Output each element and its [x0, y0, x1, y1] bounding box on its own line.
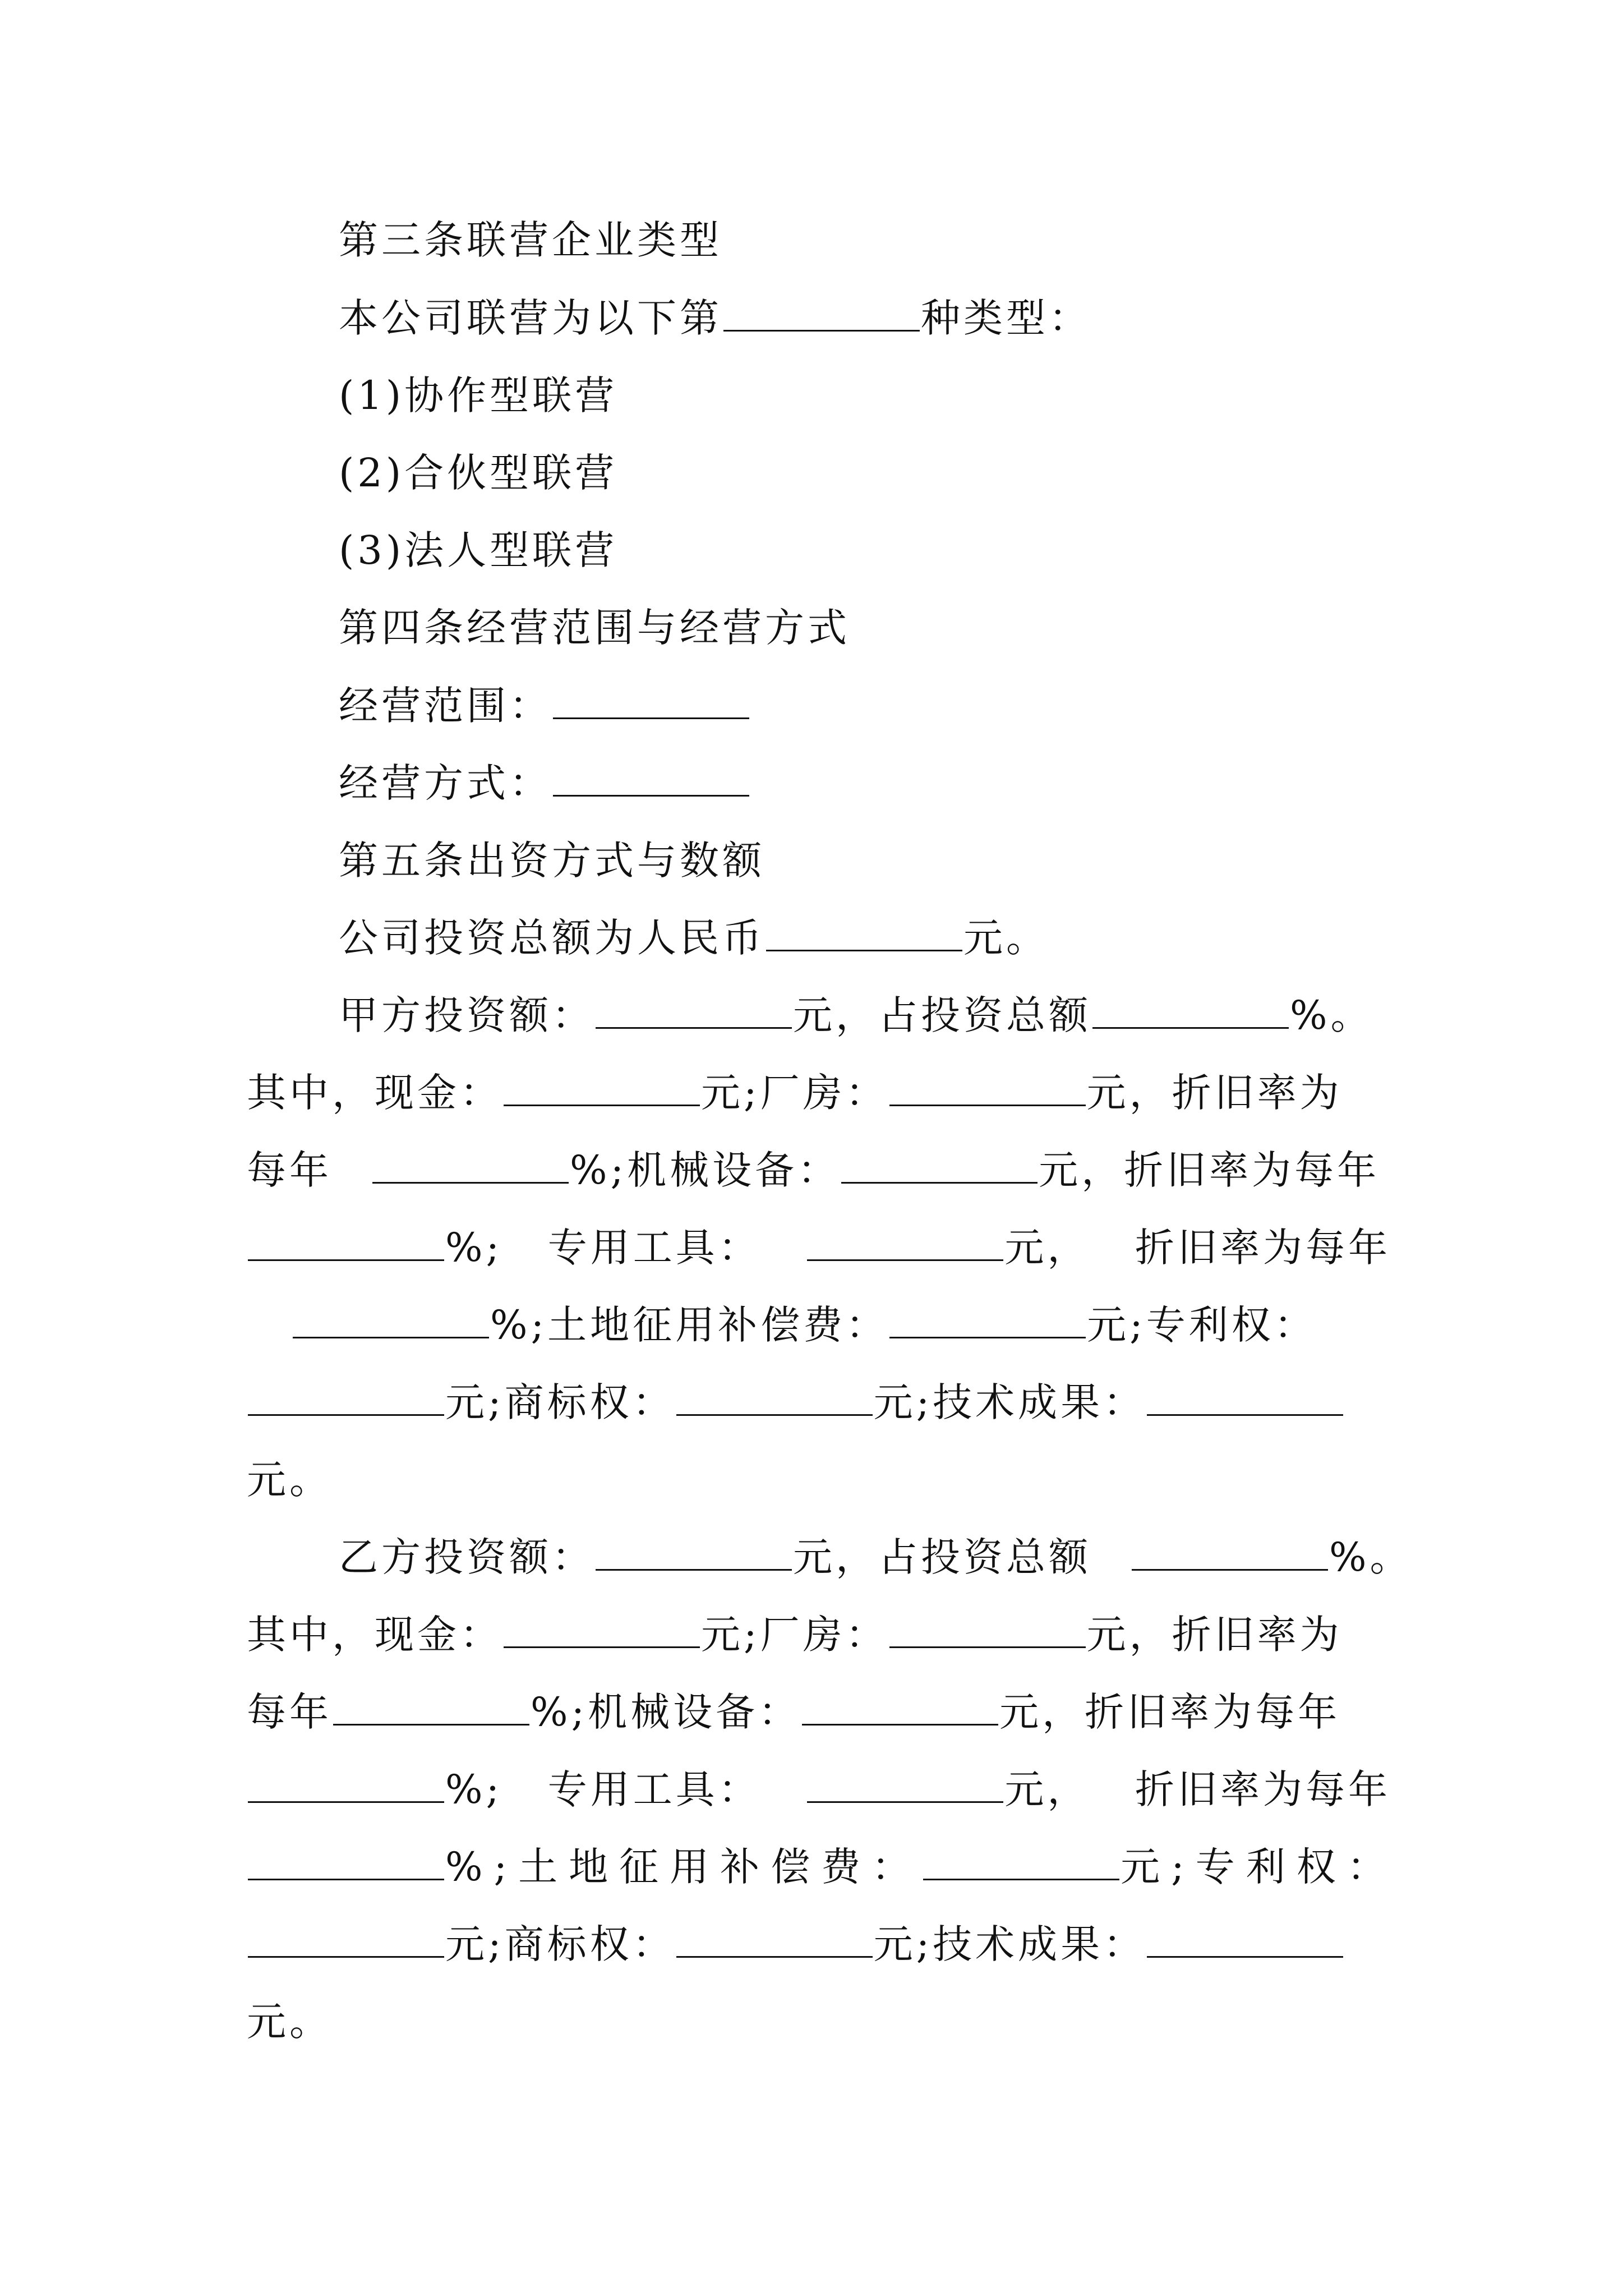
- type-prefix: 本公司联营为以下第: [339, 295, 722, 341]
- business-method-blank[interactable]: [553, 762, 749, 797]
- party-b-investment-blank[interactable]: [596, 1536, 792, 1571]
- total-investment-line: [339, 915, 1049, 960]
- party-a-share-blank[interactable]: [1092, 995, 1289, 1029]
- party-b-tools-blank[interactable]: [807, 1769, 1003, 1803]
- party-a-machinery-rate-label: 元，折旧率为每年: [1039, 1147, 1380, 1193]
- party-b-share-blank[interactable]: [1132, 1536, 1328, 1571]
- party-a-per-year-label: 每年: [247, 1147, 332, 1193]
- party-a-trademark-blank[interactable]: [676, 1382, 873, 1416]
- party-b-depreciation-label: 元，折旧率为: [1086, 1612, 1343, 1658]
- business-method-line: [339, 761, 750, 806]
- party-a-cash-label: 其中，现金：: [247, 1070, 502, 1116]
- total-investment-prefix: 公司投资总额为人民币: [339, 915, 765, 961]
- article-4-title: 第四条经营范围与经营方式: [339, 605, 850, 651]
- party-a-line-3: [247, 1148, 1380, 1193]
- article-3-type-line: [339, 296, 1091, 341]
- business-scope-blank[interactable]: [553, 685, 749, 719]
- party-a-investment-label: 甲方投资额：: [339, 992, 594, 1038]
- type-option-3: (3)法人型联营: [339, 527, 618, 573]
- party-b-tools-unit: 元，: [1004, 1766, 1090, 1812]
- party-a-tools-label: 专用工具：: [547, 1225, 761, 1271]
- party-a-depreciation-label: 元，折旧率为: [1086, 1070, 1343, 1116]
- party-b-patent-blank[interactable]: [248, 1924, 444, 1958]
- party-a-land-blank[interactable]: [889, 1304, 1086, 1338]
- party-a-tech-label: 元;技术成果：: [873, 1379, 1146, 1425]
- party-b-plant-rate-blank[interactable]: [333, 1691, 529, 1726]
- party-a-tools-rate-blank[interactable]: [293, 1304, 489, 1338]
- party-a-plant-rate-blank[interactable]: [372, 1149, 569, 1184]
- party-a-percent-sep: %;: [445, 1225, 503, 1271]
- party-b-tools-label: 专用工具：: [547, 1766, 761, 1812]
- party-b-plant-label: 元;厂房：: [701, 1612, 888, 1658]
- party-a-line-2: [247, 1070, 1343, 1115]
- party-a-tools-blank[interactable]: [807, 1227, 1003, 1261]
- party-a-machinery-label: %;机械设备：: [570, 1147, 841, 1193]
- party-a-machinery-rate-blank[interactable]: [248, 1227, 444, 1261]
- party-a-percent: %。: [1290, 992, 1373, 1038]
- party-b-trademark-blank[interactable]: [676, 1924, 873, 1958]
- party-a-line-4: [247, 1225, 1391, 1270]
- business-scope-label: 经营范围：: [339, 683, 552, 729]
- party-a-cash-blank[interactable]: [504, 1072, 700, 1106]
- party-b-land-label: %;土地征用补偿费：: [445, 1844, 923, 1890]
- party-b-percent-sep: %;: [445, 1766, 503, 1812]
- party-b-machinery-rate-blank[interactable]: [248, 1769, 444, 1803]
- party-a-land-label: %;土地征用补偿费：: [490, 1302, 889, 1348]
- type-option-1: (1)协作型联营: [339, 372, 618, 418]
- type-number-blank[interactable]: [723, 297, 920, 332]
- party-b-line-7: 元。: [247, 1999, 332, 2045]
- article-5-title: 第五条出资方式与数额: [339, 838, 765, 884]
- party-a-tools-rate-label: 折旧率为每年: [1135, 1225, 1391, 1271]
- party-b-line-3: [247, 1690, 1340, 1734]
- party-a-line-7: 元。: [247, 1457, 332, 1503]
- party-a-machinery-blank[interactable]: [841, 1149, 1038, 1184]
- party-b-machinery-label: %;机械设备：: [531, 1689, 801, 1735]
- party-b-share-label: 元，占投资总额: [793, 1534, 1091, 1580]
- type-option-2: (2)合伙型联营: [339, 450, 618, 496]
- business-scope-line: [339, 683, 750, 728]
- party-a-plant-label: 元;厂房：: [701, 1070, 888, 1116]
- party-b-trademark-label: 元;商标权：: [445, 1921, 675, 1967]
- party-a-line-1: [339, 993, 1373, 1038]
- party-a-investment-blank[interactable]: [596, 995, 792, 1029]
- party-b-machinery-rate-label: 元，折旧率为每年: [999, 1689, 1341, 1735]
- party-a-tools-unit: 元，: [1004, 1225, 1090, 1271]
- party-b-per-year-label: 每年: [247, 1689, 332, 1735]
- party-b-tools-rate-blank[interactable]: [248, 1846, 444, 1880]
- party-a-plant-blank[interactable]: [889, 1072, 1086, 1106]
- party-b-line-4: [247, 1767, 1391, 1812]
- party-b-investment-label: 乙方投资额：: [339, 1534, 594, 1580]
- party-b-line-5: [247, 1844, 1398, 1889]
- party-b-machinery-blank[interactable]: [802, 1691, 998, 1726]
- party-b-line-1: [339, 1535, 1413, 1580]
- party-a-trademark-label: 元;商标权：: [445, 1379, 675, 1425]
- total-investment-suffix: 元。: [963, 915, 1049, 961]
- party-b-cash-label: 其中，现金：: [247, 1612, 502, 1658]
- party-b-tech-label: 元;技术成果：: [873, 1921, 1146, 1967]
- party-a-tech-blank[interactable]: [1147, 1382, 1343, 1416]
- party-b-line-6: [247, 1922, 1344, 1967]
- party-b-cash-blank[interactable]: [504, 1614, 700, 1648]
- party-b-percent: %。: [1329, 1534, 1413, 1580]
- party-b-tech-blank[interactable]: [1147, 1924, 1343, 1958]
- party-b-patent-label: 元;专利权：: [1121, 1844, 1398, 1890]
- party-a-patent-label: 元;专利权：: [1087, 1302, 1317, 1348]
- party-b-line-2: [247, 1612, 1343, 1657]
- party-b-tools-rate-label: 折旧率为每年: [1135, 1766, 1391, 1812]
- party-a-line-5: [292, 1303, 1317, 1347]
- party-a-share-label: 元，占投资总额: [793, 992, 1091, 1038]
- party-b-land-blank[interactable]: [923, 1846, 1119, 1880]
- party-b-plant-blank[interactable]: [889, 1614, 1086, 1648]
- business-method-label: 经营方式：: [339, 760, 552, 806]
- type-suffix: 种类型：: [921, 295, 1091, 341]
- article-3-title: 第三条联营企业类型: [339, 217, 722, 263]
- party-a-patent-blank[interactable]: [248, 1382, 444, 1416]
- party-a-line-6: [247, 1380, 1344, 1425]
- total-investment-blank[interactable]: [766, 917, 962, 951]
